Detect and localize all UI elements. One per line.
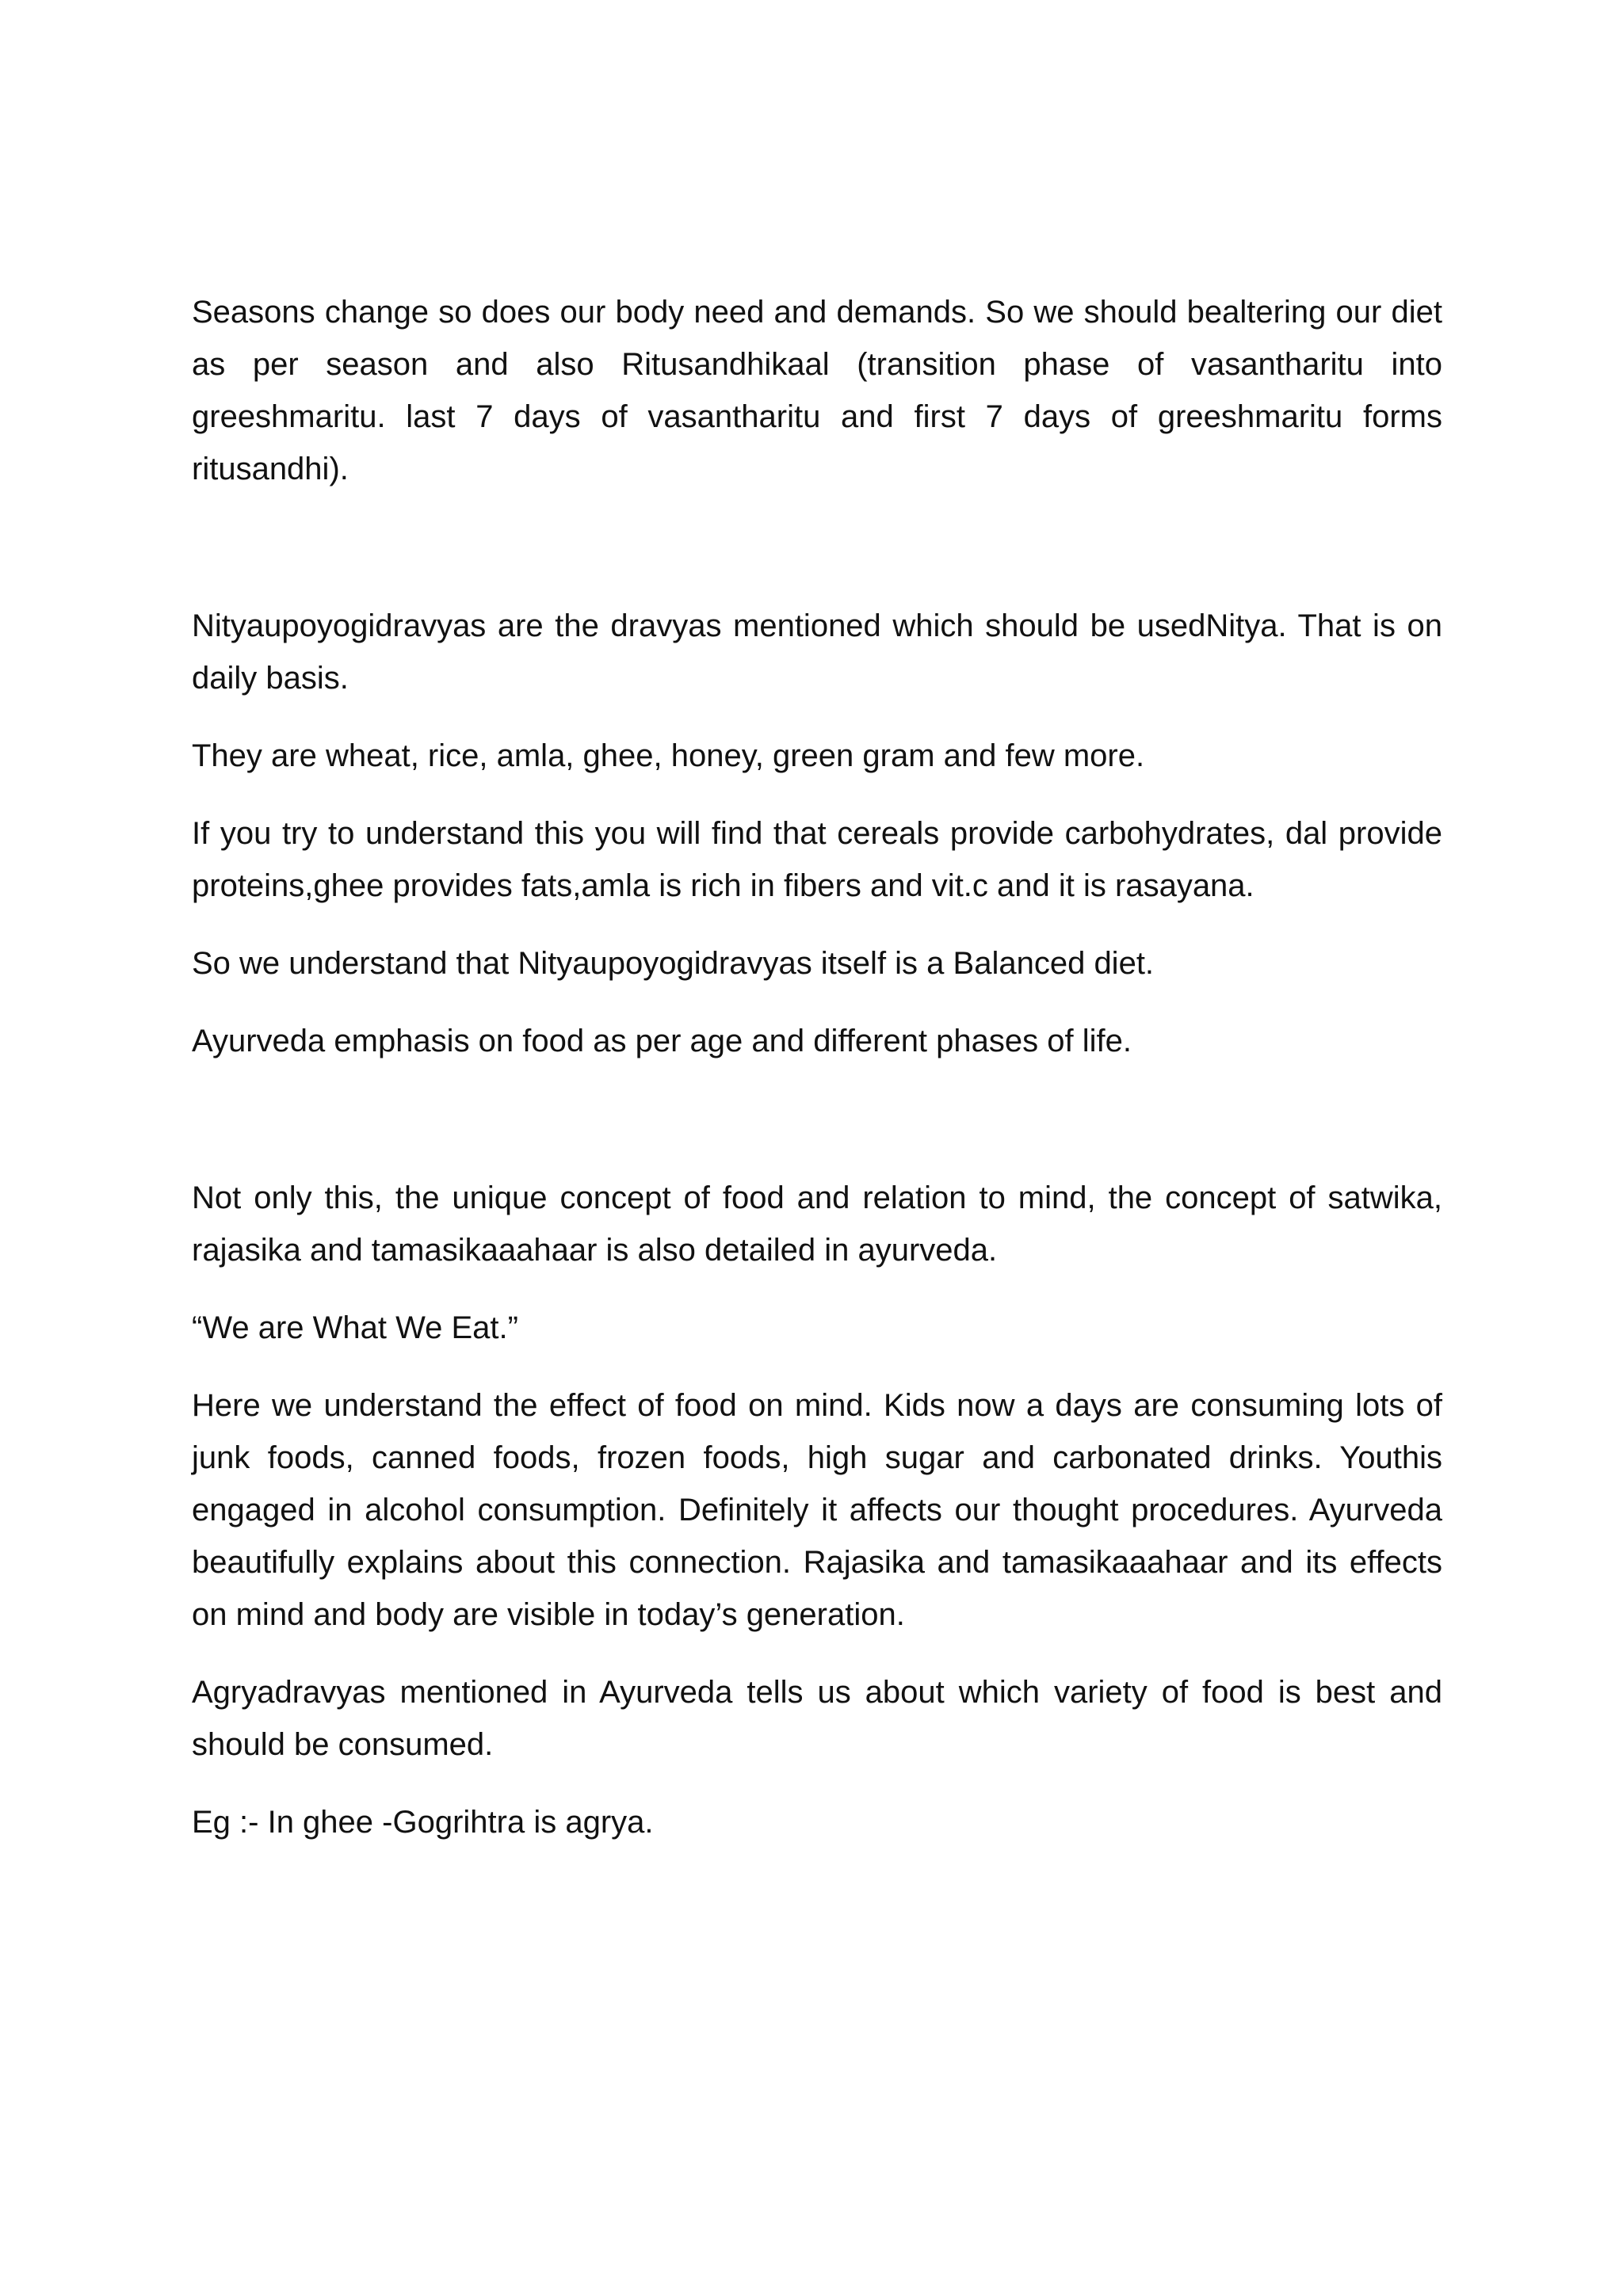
document-body	[192, 286, 1442, 1848]
paragraph-age-phases: Ayurveda emphasis on food as per age and different phases of life.	[192, 1024, 1132, 1058]
paragraph-example: Eg :- In ghee -Gogrihtra is agrya.	[192, 1805, 654, 1840]
paragraph-food-mind: Not only this, the unique concept of food and relation to mind, the concept of satwika, rajasika and tamasikaaahaar is also detailed in ayurveda.	[192, 1180, 1442, 1268]
paragraph-balanced-diet: So we understand that Nityaupoyogidravyas itself is a Balanced diet.	[192, 946, 1155, 981]
paragraph-nityaupoyogidravyas: Nityaupoyogidravyas are the dravyas mentioned which should be usedNitya. That is on daily basis.	[192, 608, 1442, 696]
paragraph-agryadravyas: Agryadravyas mentioned in Ayurveda tells us about which variety of food is best and should be consumed.	[192, 1675, 1442, 1762]
paragraph-effect-on-mind: Here we understand the effect of food on mind. Kids now a days are consuming lots of junk foods, canned foods, frozen foods, high sugar and carbonated drinks. Youthis engaged in alcohol consumption. Definitely it affects our thought procedures. Ayurveda beautifully explains about this connection. Rajasika and tamasikaaahaar and its effects on mind and body are visible in today’s generation.	[192, 1388, 1442, 1632]
paragraph-dravya-list: They are wheat, rice, amla, ghee, honey, green gram and few more.	[192, 738, 1145, 773]
paragraph-nutrients: If you try to understand this you will find that cereals provide carbohydrates, dal provide proteins,ghee provides fats,amla is rich in fibers and vit.c and it is rasayana.	[192, 816, 1442, 903]
paragraph-seasons: Seasons change so does our body need and demands. So we should bealtering our diet as per season and also Ritusandhikaal (transition phase of vasantharitu into greeshmaritu. last 7 days of vasantharitu and first 7 days of greeshmaritu forms ritusandhi).	[192, 295, 1442, 486]
quote-we-are-what-we-eat: “We are What We Eat.”	[192, 1310, 518, 1345]
